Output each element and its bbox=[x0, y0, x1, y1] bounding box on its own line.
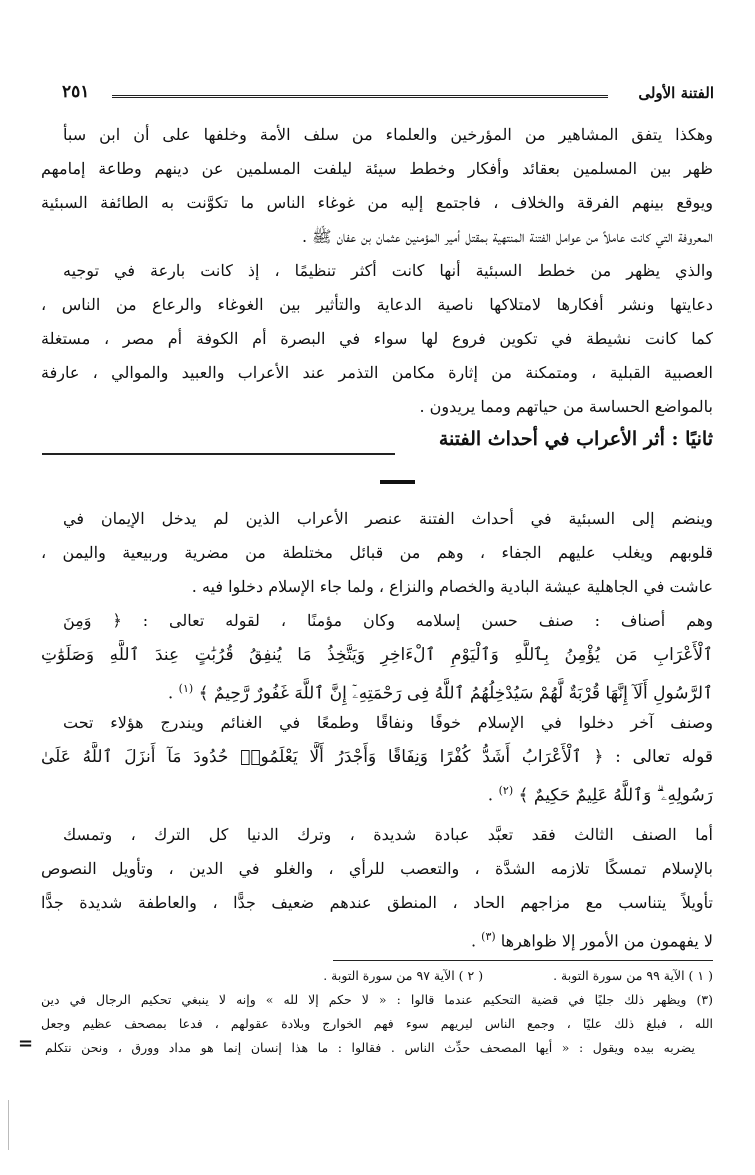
chapter-title: الفتنة الأولى bbox=[638, 84, 714, 102]
heading-underline bbox=[42, 453, 395, 455]
quran-verse-line: قوله تعالى : ﴿ ٱلْأَعْرَابُ أَشَدُّ كُفْرًا وَنِفَاقًا وَأَجْدَرُ أَلَّا يَعْلَمُوا۟ حُدُودَ مَآ أَنزَلَ ٱللَّهُ عَلَىٰ bbox=[41, 747, 713, 767]
quran-verse-line: ٱلرَّسُولِ أَلَآ إِنَّهَا قُرْبَةٌ لَّهُمْ سَيُدْخِلُهُمُ ٱللَّهُ فِى رَحْمَتِهِۦٓ إِنَّ ٱللَّهَ غَفُورٌ رَّحِيمٌ ﴾ $^{(١)}$ . bbox=[167, 682, 713, 704]
text-line: العصبية القبلية ، ومتمكنة من إثارة مكامن التذمر عند الأعراب والعبيد والموالي ، عارفة bbox=[41, 363, 713, 382]
text-line: عاشت في الجاهلية عيشة البادية والخصام والنزاع ، ولما جاء الإسلام دخلوا فيه . bbox=[191, 577, 713, 596]
footnote-2: ( ٢ ) الآية ٩٧ من سورة التوبة . bbox=[323, 968, 484, 983]
text-line: تأويلاً يتناسب مع مزاجهم الحاد ، المنطق عندهم ضعيف جدًّا ، والعاطفة شديدة جدًّا bbox=[41, 893, 713, 912]
page-number: ٢٥١ bbox=[62, 82, 90, 102]
text-line: لا يفهمون من الأمور إلا ظواهرها $^{(٣)}$ . bbox=[471, 930, 713, 951]
footnote-separator bbox=[333, 960, 713, 961]
footnote-ref: (١) bbox=[178, 682, 194, 695]
footnote-1: ( ١ ) الآية ٩٩ من سورة التوبة . bbox=[553, 968, 713, 983]
continuation-mark: = bbox=[18, 1033, 34, 1054]
text-line: وصنف آخر دخلوا في الإسلام خوفًا ونفاقًا وطمعًا في الغنائم ويندرج هؤلاء تحت bbox=[63, 713, 713, 732]
running-header bbox=[62, 84, 714, 108]
footnote-ref: (٢) bbox=[498, 784, 514, 797]
quran-verse-line: ٱلْأَعْرَابِ مَن يُؤْمِنُ بِٱللَّهِ وَٱلْيَوْمِ ٱلْءَاخِرِ وَيَتَّخِذُ مَا يُنفِقُ قُرُبَٰتٍ عِندَ ٱللَّهِ وَصَلَوَٰتِ bbox=[41, 645, 713, 665]
text-line: أما الصنف الثالث فقد تعبَّد عبادة شديدة ، وترك الدنيا كل الترك ، وتمسك bbox=[63, 825, 713, 844]
text-line: والذي يظهر من خطط السبئية أنها كانت أكثر تنظيمًا ، إذ كانت بارعة في توجيه bbox=[63, 261, 713, 280]
text-line: ويوقع بينهم الفرقة والخلاف ، فاجتمع إليه من غوغاء الناس ما تكوَّنت به الطائفة السبئية bbox=[41, 193, 713, 212]
text-line: وهكذا يتفق المشاهير من المؤرخين والعلماء من سلف الأمة وخلفها على أن ابن سبأ bbox=[63, 125, 713, 144]
text-line: كما كانت نشيطة في تكوين فروع لها سواء في البصرة أم الكوفة أم مصر ، مستغلة bbox=[41, 329, 713, 348]
section-heading: ثانيًا : أثر الأعراب في أحداث الفتنة bbox=[438, 428, 713, 450]
footnote-3-line: الله ، فبلغ ذلك عليًا ، وجمع الناس ليريهم سوء فهم الخوارج وبلادة عقولهم ، فدعا بمصحف عظيم وجعل bbox=[41, 1016, 713, 1031]
margin-mark bbox=[8, 1100, 9, 1150]
header-rule bbox=[112, 95, 608, 98]
heading-ornament bbox=[380, 480, 415, 484]
text-line: بالإسلام تمسكًا تلازمه الشدَّة ، والتعصب للرأي ، والغلو في الدين ، وتأويل النصوص bbox=[41, 859, 713, 878]
text-line: وينضم إلى السبئية في أحداث الفتنة عنصر الأعراب الذين لم يدخل الإيمان في bbox=[63, 509, 713, 528]
text-line: بالمواضع الحساسة من حياتهم ومما يريدون . bbox=[419, 397, 713, 416]
text-line: المعروفة التي كانت عاملاً من عوامل الفتنة المنتهية بمقتل أمير المؤمنين عثمان بن عفان ﷺ . bbox=[301, 227, 713, 246]
text-line: وهم أصناف : صنف حسن إسلامه وكان مؤمنًا ، لقوله تعالى : ﴿ وَمِنَ bbox=[63, 611, 713, 630]
footnote-3-line: (٣) ويظهر ذلك جليًا في قضية التحكيم عندما قالوا : « لا حكم إلا لله » وإنه لا ينبغي تحكيم الرجال في دين bbox=[41, 992, 713, 1007]
footnote-3-line: يضربه بيده ويقول : « أيها المصحف حدِّث الناس . فقالوا : ما هذا إنسان إنما هو مداد وورق ، ونحن نتكلم bbox=[45, 1040, 695, 1055]
footnote-line bbox=[41, 964, 713, 990]
quran-verse-line: رَسُولِهِۦ ۗ وَٱللَّهُ عَلِيمٌ حَكِيمٌ ﴾ $^{(٢)}$ . bbox=[487, 784, 713, 806]
text-line: قلوبهم ويغلب عليهم الجفاء ، وهم من قبائل مختلطة من مضرية وربيعية واليمن ، bbox=[41, 543, 713, 562]
text-line: دعايتها ونشر أفكارها لامتلاكها ناصية الدعاية والتأثير بين الغوغاء والرعاع من الناس ، bbox=[41, 295, 713, 314]
text-line: ظهر بين المسلمين بعقائد وأفكار وخطط سيئة ليلفت المسلمين عن دينهم وطاعة إمامهم bbox=[41, 159, 713, 178]
footnote-ref: (٣) bbox=[481, 930, 496, 943]
